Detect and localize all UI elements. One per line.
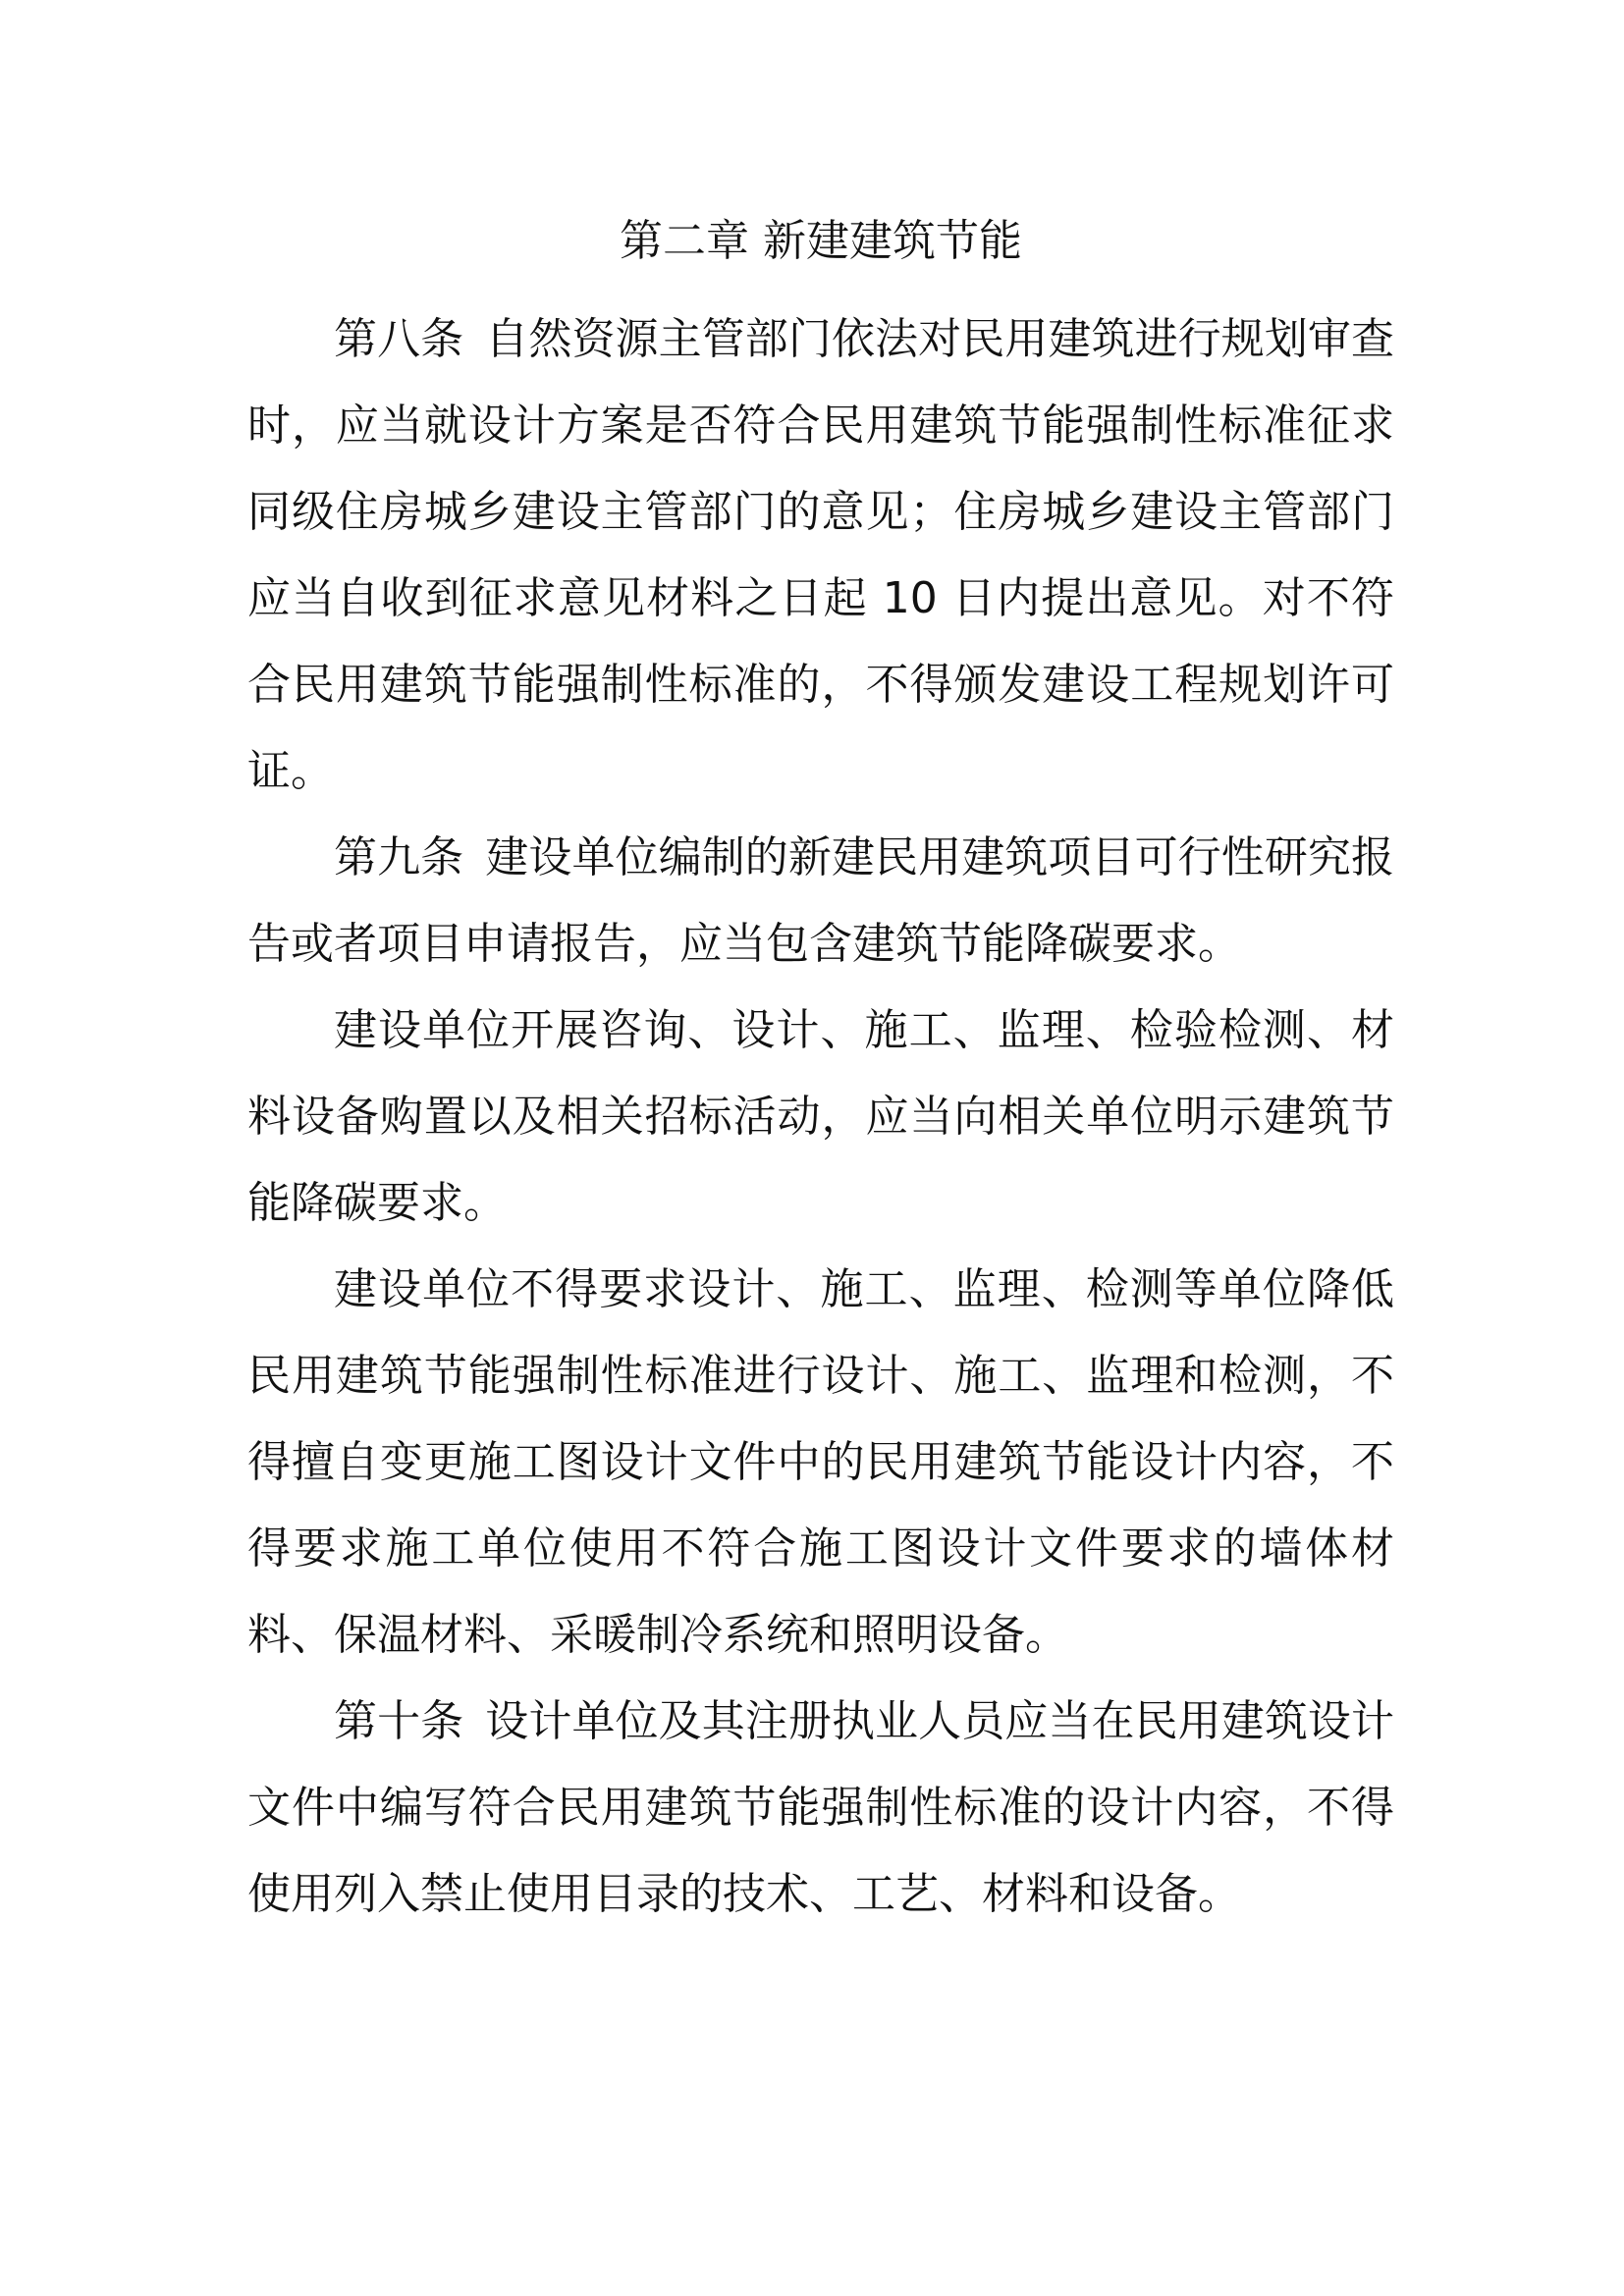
article-8-paragraph-1 [247, 296, 1394, 815]
article-8-text-1: 自然资源主管部门依法对民用建筑进行规划审查时，应当就设计方案是否符合民用建筑节能强制性标准征求同级住房城乡建设主管部门的意见；住房城乡建设主管部门应当自收到征求意见材料之日起 10 日内提出意见。对不符合民用建筑节能强制性标准的，不得颁发建设工程规划许可证。 [247, 314, 1395, 796]
article-9-paragraph-1 [247, 815, 1394, 988]
article-9-text-1: 建设单位编制的新建民用建筑项目可行性研究报告或者项目申请报告，应当包含建筑节能降碳要求。 [247, 832, 1395, 969]
article-10-paragraph-1 [247, 1679, 1394, 1938]
article-8-number: 第八条 [334, 314, 464, 364]
article-9-number: 第九条 [334, 832, 464, 882]
article-10-text-1: 设计单位及其注册执业人员应当在民用建筑设计文件中编写符合民用建筑节能强制性标准的设计内容，不得使用列入禁止使用目录的技术、工艺、材料和设备。 [247, 1696, 1395, 1919]
article-9-paragraph-3: 建设单位不得要求设计、施工、监理、检测等单位降低民用建筑节能强制性标准进行设计、施工、监理和检测，不得擅自变更施工图设计文件中的民用建筑节能设计内容，不得要求施工单位使用不符合施工图设计文件要求的墙体材料、保温材料、采暖制冷系统和照明设备。 [247, 1264, 1394, 1660]
document-body [247, 206, 1394, 1938]
article-9-paragraph-2: 建设单位开展咨询、设计、施工、监理、检验检测、材料设备购置以及相关招标活动，应当向相关单位明示建筑节能降碳要求。 [247, 1005, 1394, 1228]
article-10-number: 第十条 [334, 1696, 464, 1746]
chapter-title: 第二章 新建建筑节能 [620, 216, 1022, 266]
